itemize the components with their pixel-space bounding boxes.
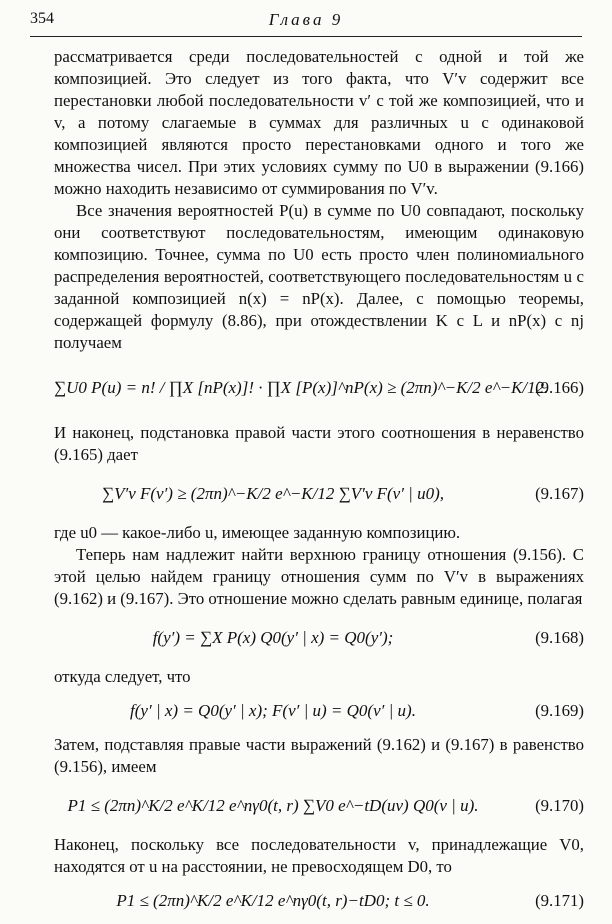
equation-formula: ∑U0 P(u) = n! / ∏X [nP(x)]! · ∏X [P(x)]^nP(x) ≥ (2πn)^−K/2 e^−K/12. bbox=[54, 378, 549, 397]
paragraph: И наконец, подстановка правой части этого соотношения в неравенство (9.165) дает bbox=[54, 423, 584, 464]
paragraph: где u0 — какое-либо u, имеющее заданную композицию. bbox=[54, 523, 461, 542]
paragraph: рассматривается среди последовательностей с одной и той же композицией. Это следует из того факта, что V′v содержит все перестановки любой последовательности v′ с той же композицией, что и v, а потому слагаемые в суммах для различных u с одинаковой композицией являются просто перестановками одного и того же множества чисел. При этих условиях сумму по U0 в выражении (9.166) можно находить независимо от суммирования по V′v. bbox=[54, 47, 584, 198]
equation-9-171 bbox=[54, 884, 584, 918]
equation-formula: f(y′) = ∑X P(x) Q0(y′ | x) = Q0(y′); bbox=[152, 628, 394, 647]
page-number: 354 bbox=[30, 10, 54, 27]
equation-formula: ∑V′v F(v′) ≥ (2πn)^−K/2 e^−K/12 ∑V′v F(v′ | u0), bbox=[101, 484, 445, 503]
header-rule bbox=[30, 36, 582, 37]
equation-number: (9.169) bbox=[535, 701, 584, 720]
equation-number: (9.166) bbox=[535, 378, 584, 397]
equation-formula: f(y′ | x) = Q0(y′ | x); F(v′ | u) = Q0(v′ | u). bbox=[130, 701, 416, 720]
equation-9-167 bbox=[54, 472, 584, 516]
equation-9-169 bbox=[54, 694, 584, 728]
paragraph: Все значения вероятностей P(u) в сумме по U0 совпадают, поскольку они соответствуют последовательностям, имеющим одинаковую композицию. Точнее, сумма по U0 есть просто член полиномиального распределения вероятностей, соответствующего последовательностям u с заданной композицией n(x) = nP(x). Далее, с помощью теоремы, содержащей формулу (8.86), при отождествлении K с L и nP(x) с nj получаем bbox=[54, 201, 584, 352]
page-body bbox=[54, 46, 584, 924]
paragraph: Теперь нам надлежит найти верхнюю границу отношения (9.156). С этой целью найдем границу отношения сумм по V′v в выражениях (9.162) и (9.167). Это отношение можно сделать равным единице, полагая bbox=[54, 545, 584, 608]
running-title: Глава 9 bbox=[268, 10, 344, 29]
paragraph: Наконец, поскольку все последовательности v, принадлежащие V0, находятся от u на расстоянии, не превосходящем D0, то bbox=[54, 835, 584, 876]
equation-9-168 bbox=[54, 616, 584, 660]
equation-number: (9.167) bbox=[535, 484, 584, 503]
paragraph: Затем, подставляя правые части выражений (9.162) и (9.167) в равенство (9.156), имеем bbox=[54, 735, 584, 776]
equation-number: (9.170) bbox=[535, 796, 584, 815]
equation-formula: P1 ≤ (2πn)^K/2 e^K/12 e^nγ0(t, r) ∑V0 e^−tD(uv) Q0(v | u). bbox=[67, 796, 479, 815]
paragraph: откуда следует, что bbox=[54, 667, 191, 686]
equation-number: (9.171) bbox=[535, 891, 584, 910]
equation-formula: P1 ≤ (2πn)^K/2 e^K/12 e^nγ0(t, r)−tD0; t ≤ 0. bbox=[116, 891, 430, 910]
equation-9-170 bbox=[54, 784, 584, 828]
equation-9-166 bbox=[54, 360, 584, 416]
equation-number: (9.168) bbox=[535, 628, 584, 647]
page-header bbox=[30, 10, 582, 34]
